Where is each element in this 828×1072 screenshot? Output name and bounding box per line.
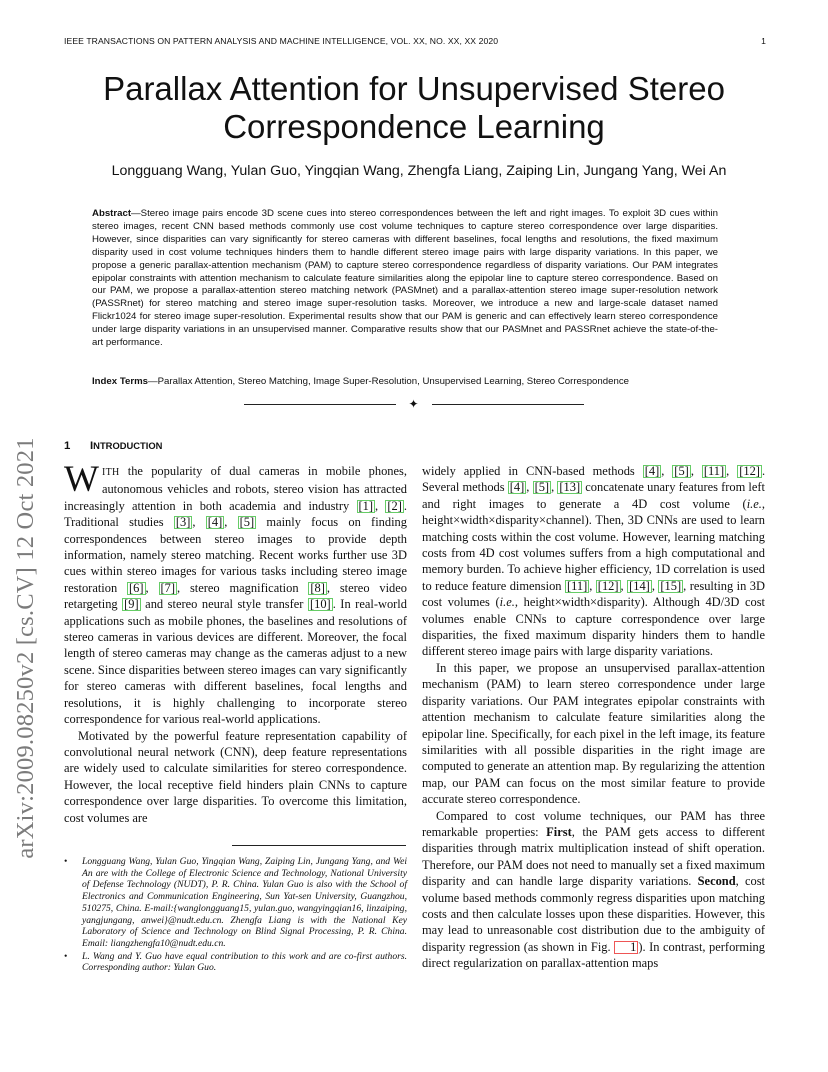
drop-cap: W	[64, 459, 99, 500]
citation-link[interactable]: [2]	[387, 498, 402, 513]
body-column-left	[64, 459, 408, 826]
citation-link[interactable]: [1]	[358, 498, 374, 513]
citation-link[interactable]: [14]	[629, 578, 650, 593]
citation-link[interactable]: [13]	[559, 480, 581, 495]
section-separator	[244, 396, 584, 414]
footnote-2-text: L. Wang and Y. Guo have equal contribution to this work and are co-first authors. Corresponding author: Yulan Guo.	[82, 950, 407, 974]
footnote-1-text: Longguang Wang, Yulan Guo, Yingqian Wang, Zaiping Lin, Jungang Yang, and Wei An are with the College of Electronic Science and Technology, National University of Defense Technology (NUDT), P. R. China. Yulan Guo is also with the School of Electronics and Communication Engineering, Sun Yat-sen University, Guangzhou, 510275, China. E-mail:{wanglongguang15, yulan.guo, wangyingqian16, linzaiping, yangjungang, anwei}@nudt.edu.cn. Zhengfa Liang is with the National Key Laboratory of Science and Technology on Blind Signal Processing, P. R. China. Email: liangzhengfa10@nudt.edu.cn.	[82, 856, 407, 949]
citation-link[interactable]: [12]	[597, 578, 619, 593]
citation-link[interactable]: [15]	[660, 578, 682, 593]
intro-paragraph-2-cont: widely applied in CNN-based methods [4] , [5] , [11] , [12] . Several methods [4] , [5] , [13] concatenate unary features from left and right images to generate a 4D cost volume (i.e., height×width×disparity×channel). Then, 3D CNNs are used to learn matching costs within the cost volume. However, learning matching costs from 4D cost volumes suffers from a high computational and memory burden. To achieve higher efficiency, 1D correlation is used to reduce feature dimension [11] , [12] , [14] , [15] , resulting in 3D cost volumes (i.e., height×width×disparity). Although 4D/3D cost volumes enable CNNs to capture correspondence over large disparities, the fixed maximum disparity hinders them to handle different stereo image pairs with large disparity variations.	[422, 464, 766, 659]
section-number: 1	[64, 440, 71, 452]
citation-link[interactable]: [4]	[509, 480, 525, 495]
section-title-initial: I	[90, 440, 94, 452]
citation-link[interactable]: [5]	[674, 464, 689, 478]
citation-link[interactable]: [9]	[124, 597, 139, 612]
citation-link[interactable]: [8]	[310, 580, 325, 595]
intro-paragraph-3: In this paper, we propose an unsupervised parallax-attention mechanism (PAM) to learn stereo correspondence under large disparity variations. Our PAM integrates epipolar constraints with attention mechanism to calculate feature similarities along the epipolar line. Specifically, for each pixel in the left image, its feature similarities with all possible disparities in the right image are computed to generate an attention map. By regularizing the attention map, our PAM can focus on the most similar feature to provide accurate stereo correspondence.	[422, 660, 765, 807]
citation-link[interactable]: [7]	[160, 580, 176, 595]
index-terms-text: —Parallax Attention, Stereo Matching, Image Super-Resolution, Unsupervised Learning, Stereo Correspondence	[148, 376, 629, 387]
intro-paragraph-1: WITH the popularity of dual cameras in mobile phones, autonomous vehicles and robots, stereo vision has attracted increasingly attention in both academia and industry [1] , [2] . Traditional studies [3] , [4] , [5] mainly focus on finding correspondences between stereo images to provide depth information, namely stereo matching. Recent works further use 3D cues within stereo images for various tasks including stereo image restoration [6] , [7] , stereo magnification [8] , stereo video retargeting [9] and stereo neural style transfer [10] . In real-world applications such as mobile phones, the baselines and resolutions of stereo cameras in various devices are different. Moreover, the focal length of stereo cameras may change as the cameras adjust to a new scene. Since disparities between stereo images can vary significantly for stereo cameras with different baselines, focal lengths and resolutions, it is highly challenging to incorporate stereo correspondence for various real-world applications.	[64, 459, 408, 727]
title-line-1: Parallax Attention for Unsupervised Stereo	[103, 70, 725, 107]
intro-paragraph-4: Compared to cost volume techniques, our PAM has three remarkable properties: First, the PAM gets access to different disparities through matrix multiplication instead of shift operation. Therefore, our PAM does not need to manually set a fixed maximum disparity and can handle large disparity variations. Second, cost volume based methods commonly regress disparities upon matching costs and then calculate losses upon these disparities. However, this may lead to unreasonable cost distribution due to the ambiguity of disparity regression (as shown in Fig. 1 ). In contrast, performing direct regularization on parallax-attention maps	[422, 808, 765, 971]
separator-line-right	[432, 404, 584, 405]
journal-name: IEEE TRANSACTIONS ON PATTERN ANALYSIS AND MACHINE INTELLIGENCE, VOL. XX, NO. XX, XX 2020	[64, 36, 499, 46]
section-heading-introduction	[64, 440, 162, 452]
footnotes	[64, 856, 407, 975]
smallcaps-start: ITH	[101, 467, 120, 478]
title-line-2: Correspondence Learning	[223, 108, 605, 145]
author-list: Longguang Wang, Yulan Guo, Yingqian Wang, Zhengfa Liang, Zaiping Lin, Jungang Yang, Wei An	[111, 163, 727, 179]
citation-link[interactable]: [6]	[129, 580, 144, 595]
footnote-rule	[232, 845, 406, 846]
intro-paragraph-2: Motivated by the powerful feature representation capability of convolutional neural network (CNN), deep feature representations are widely used to calculate similarities for stereo correspondence. However, the local receptive field hinders plain CNNs to capture correspondence over large disparities. To overcome this limitation, cost volumes are	[64, 728, 407, 825]
arxiv-stamp	[12, 437, 39, 859]
bullet-icon: •	[64, 856, 68, 867]
citation-link[interactable]: [10]	[309, 597, 331, 612]
page-number: 1	[761, 36, 766, 46]
running-header	[64, 36, 766, 46]
citation-link[interactable]: [11]	[703, 464, 725, 478]
footnote-affiliations	[64, 856, 407, 950]
paper-title	[64, 70, 764, 146]
index-terms-label: Index Terms	[92, 376, 148, 387]
abstract-text: —Stereo image pairs encode 3D scene cues into stereo correspondences between the left and right images. To exploit 3D cues within stereo images, recent CNN based methods commonly use cost volume techniques to capture stereo correspondence over large disparities. However, since disparities can vary significantly for stereo cameras with different baselines, focal lengths and resolutions, the fixed maximum disparity used in cost volume techniques hinders them to handle different stereo image pairs with large disparity variations. In this paper, we propose a generic parallax-attention mechanism (PAM) to capture stereo correspondence regardless of disparity variations. Our PAM integrates epipolar constraints with attention mechanism to calculate feature similarities along the epipolar line to capture stereo correspondence. Based on our PAM, we propose a parallax-attention stereo matching network (PASMnet) and a parallax-attention stereo image super-resolution network (PASSRnet) for stereo matching and stereo image super-resolution tasks. Moreover, we introduce a new and large-scale dataset named Flickr1024 for stereo image super-resolution. Experimental results show that our PAM is generic and can effectively learn stereo correspondence under large disparity variations in an unsupervised manner. Comparative results show that our PASMnet and PASSRnet achieve the state-of-the-art performance.	[92, 208, 718, 349]
diamond-icon: ✦	[408, 397, 419, 411]
footnote-contribution	[64, 951, 407, 974]
index-terms	[92, 376, 718, 389]
bullet-icon: •	[64, 950, 68, 962]
citation-link[interactable]: [5]	[534, 480, 550, 495]
abstract	[92, 208, 718, 350]
section-title-rest: NTRODUCTION	[93, 440, 163, 451]
citation-link[interactable]: [4]	[644, 464, 660, 478]
body-column-right	[422, 463, 765, 972]
citation-link[interactable]: [5]	[239, 515, 255, 530]
citation-link[interactable]: [4]	[207, 515, 223, 530]
citation-link[interactable]: [3]	[175, 515, 191, 530]
citation-link[interactable]: [12]	[739, 464, 760, 478]
separator-line-left	[244, 404, 396, 405]
arxiv-identifier: arXiv:2009.08250v2 [cs.CV] 12 Oct 2021	[12, 437, 39, 859]
citation-link[interactable]: [11]	[566, 578, 588, 593]
abstract-label: Abstract	[92, 208, 132, 219]
figure-link[interactable]: 1	[614, 941, 638, 954]
